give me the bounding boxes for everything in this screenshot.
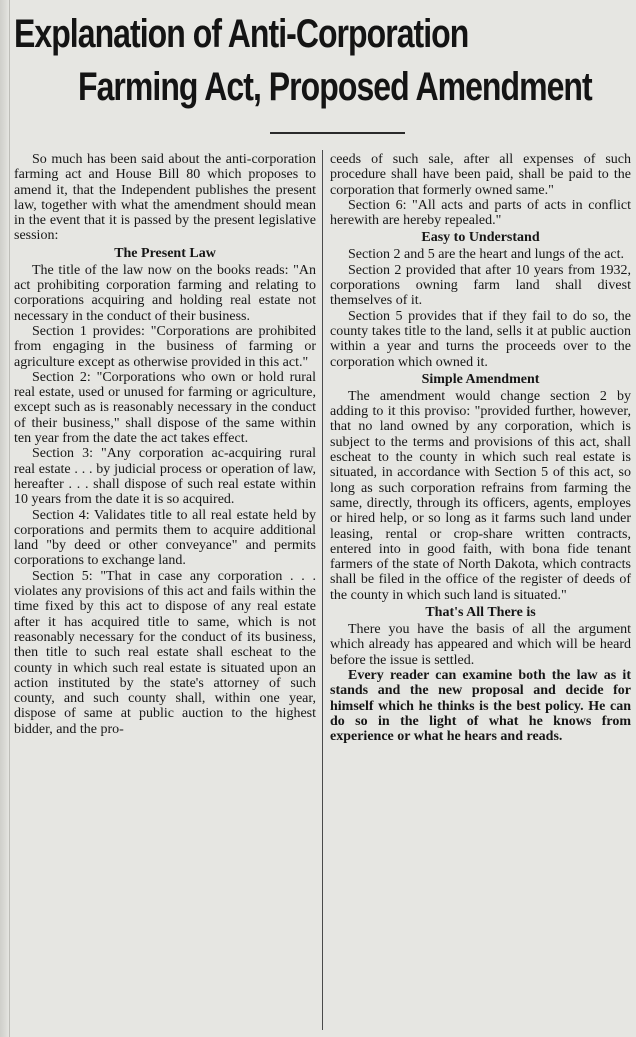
paragraph: Every reader can examine both the law as it stands and the new proposal and decide for himself which he thinks is the best policy. He can do so in the light of what he knows from experience or what he hears and reads.: [330, 667, 631, 745]
subheading-easy-to-understand: Easy to Understand: [421, 230, 540, 246]
headline: [14, 8, 630, 114]
subheading-present-law: The Present Law: [114, 245, 216, 261]
paragraph: Section 4: Validates title to all real estate held by corporations and permits them to acquire additional land "by deed or other conveyance" and permits corporations to exchange land.: [14, 507, 316, 569]
paragraph: Section 5: "That in case any corporation . . . violates any provisions of this act and fails within the time fixed by this act to dispose of any real estate after it has acquired title to same, which is not reasonably necessary for the conduct of its business, then title to such real estate shall escheat to the county in which such real estate is situated upon an action instituted by the state's attorney of such county, and such county shall, within one year, dispose of same at public auction to the highest bidder, and the pro-: [14, 568, 316, 737]
subheading-simple-amendment: Simple Amendment: [421, 371, 540, 387]
column-divider: [322, 150, 323, 1030]
paragraph: There you have the basis of all the argument which already has appeared and which will be heard before the issue is settled.: [330, 622, 631, 668]
paragraph: ceeds of such sale, after all expenses of such procedure shall have been paid, shall be paid to the corporation that formerly owned same.": [330, 152, 631, 198]
paragraph: The amendment would change section 2 by adding to it this proviso: "provided further, however, that no land owned by any corporation, which is subject to the terms and provisions of this act, shall escheat to the county in which such real estate is situated, in accordance with Section 5 of this act, so long as such corporation refrains from farming the same, directly, through its officers, agents, employes or hired help, or so long as it farms such land under leasing, rental or crop-share written contracts, entered into in good faith, with bona fide tenant farmers of the state of North Dakota, which contracts shall be filed in the office of the register of deeds of the county in which such land is situated.": [330, 388, 631, 603]
paragraph: Section 2: "Corporations who own or hold rural real estate, used or unused for farming or agriculture, except such as is reasonably necessary in the conduct of their business," shall dispose of the same within ten year from the date the act takes effect.: [14, 369, 316, 447]
paragraph: Section 3: "Any corporation ac-acquiring rural real estate . . . by judicial process or operation of law, hereafter . . . shall dispose of such real estate within 10 years from the date it is so acquired.: [14, 446, 316, 508]
headline-line-2: Farming Act, Proposed Amendment: [78, 65, 592, 109]
left-column: [14, 152, 316, 737]
paragraph: The title of the law now on the books reads: "An act prohibiting corporation farming and relating to corporations acquiring and holding real estate not necessary in the conduct of their business.: [14, 262, 316, 324]
paragraph: So much has been said about the anti-corporation farming act and House Bill 80 which proposes to amend it, that the Independent publishes the present law, together with what the amendment should mean in the event that it is passed by the present legislative session:: [14, 152, 316, 244]
right-column: [330, 152, 631, 744]
paragraph: Section 5 provides that if they fail to do so, the county takes title to the land, sells it at public auction within a year and turns the proceeds over to the corporation which owned it.: [330, 308, 631, 370]
paragraph: Section 1 provides: "Corporations are prohibited from engaging in the business of farming or agriculture except as otherwise provided in this act.": [14, 323, 316, 370]
paragraph: Section 6: "All acts and parts of acts in conflict herewith are hereby repealed.": [330, 197, 631, 229]
headline-line-1: Explanation of Anti-Corporation: [14, 12, 469, 56]
subheading-thats-all-there-is: That's All There is: [425, 605, 536, 621]
paragraph: Section 2 and 5 are the heart and lungs of the act.: [348, 247, 625, 263]
paragraph: Section 2 provided that after 10 years from 1932, corporations owning farm land shall divest themselves of it.: [330, 262, 631, 309]
headline-rule: [270, 132, 405, 134]
adjacent-column-edge: [0, 0, 10, 1037]
